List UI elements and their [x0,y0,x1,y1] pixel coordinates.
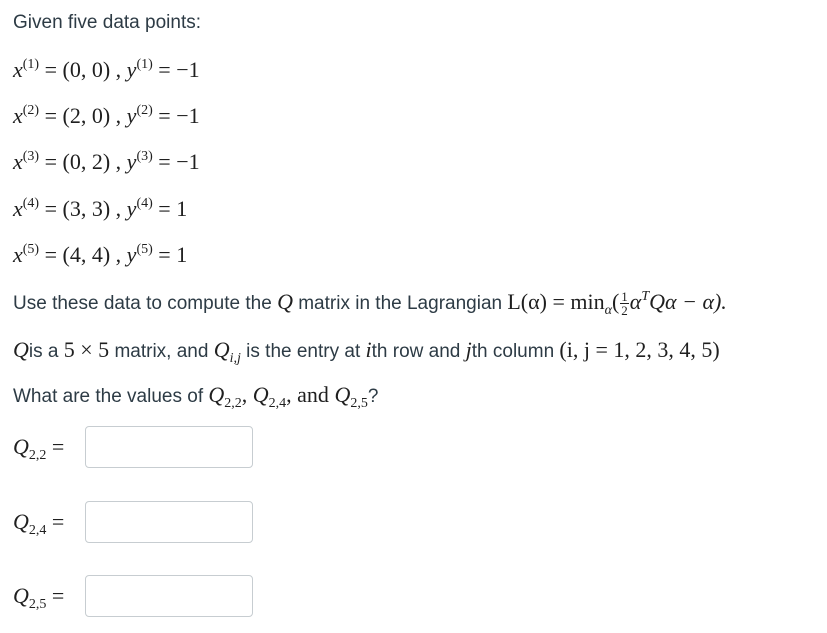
point-coords: (2, 0) [62,103,111,128]
question-text: th row and [371,341,466,362]
point-index: (4) [22,196,40,211]
data-point-1: $x^{(1)} = (0$, 0) , $y^{(1)} = -1$ [13,57,200,82]
question-text: is a [28,341,64,362]
point-label: 1 [176,196,188,221]
point-index: (4) [136,196,153,211]
data-point-3: $x^{(3)} = (0$, 2) , $y^{(3)} = -1$ [13,149,200,174]
question-text: matrix, and [109,341,214,362]
point-index: (1) [136,57,153,72]
point-coords: (3, 3) [62,196,111,221]
index-range: (i, j = 1, 2, 3, 4, 5) [559,337,720,362]
question-matrix-definition [13,338,720,364]
point-coords: (4, 4) [62,242,111,267]
qij-symbol: $Q_{i,j}$ [213,337,241,366]
q-symbol: Q [277,289,293,314]
data-point-4: $x^{(4)} = (3$, 3) , $y^{(4)} = 1$ [13,196,188,221]
answer-input-q24[interactable] [85,501,253,543]
one-half-fraction: $\frac{1}{2}$ [621,289,628,319]
j-symbol: j [465,337,472,362]
question-text: What are the values of [13,386,209,407]
point-label: −1 [176,103,200,128]
answer-row-q24 [13,501,253,543]
answer-row-q25 [13,575,253,617]
answer-label: $Q_{2,2}$ = [13,434,65,463]
answer-row-q22 [13,426,253,468]
data-point-5: $x^{(5)} = (4$, 4) , $y^{(5)} = 1$ [13,242,188,267]
data-point-2: $x^{(2)} = (2$, 0) , $y^{(2)} = -1$ [13,103,200,128]
point-coords: (0, 0) [62,57,111,82]
point-index: (2) [22,103,40,118]
answer-input-q25[interactable] [85,575,253,617]
point-label: −1 [176,149,200,174]
point-label: 1 [176,242,188,267]
question-text: matrix in the Lagrangian [292,293,508,314]
question-text: th column [471,341,560,362]
matrix-dims: 5 × 5 [63,337,110,362]
answer-input-q22[interactable] [85,426,253,468]
answer-label: $Q_{2,5}$ = [13,583,65,612]
q22-symbol: $Q_{2,2}$, $Q_{2,4}$, and $Q_{2,5}$ [208,382,368,411]
q-symbol: Q [13,337,29,362]
question-text: is the entry at [240,341,366,362]
point-index: (5) [22,242,40,257]
intro-text: Given five data points: [13,12,201,33]
answer-label: $Q_{2,4}$ = [13,509,65,538]
question-values: What are the values of $Q_{2,2}$, $Q_{2,4}$, and $Q_{2,5}$? [13,382,379,411]
point-index: (3) [22,149,40,164]
question-text: Use these data to compute the [13,293,278,314]
point-index: (3) [136,149,153,164]
point-index: (1) [22,57,40,72]
point-coords: (0, 2) [62,149,111,174]
lagrangian-formula: $L(\alpha) = \min_\alpha$( $\frac{1}{2}$ $\alpha^TQ\alpha - \alpha$). [507,289,727,319]
point-index: (5) [136,242,153,257]
question-lagrangian [13,290,727,317]
i-symbol: i [365,337,372,362]
point-label: −1 [176,57,200,82]
point-index: (2) [136,103,153,118]
